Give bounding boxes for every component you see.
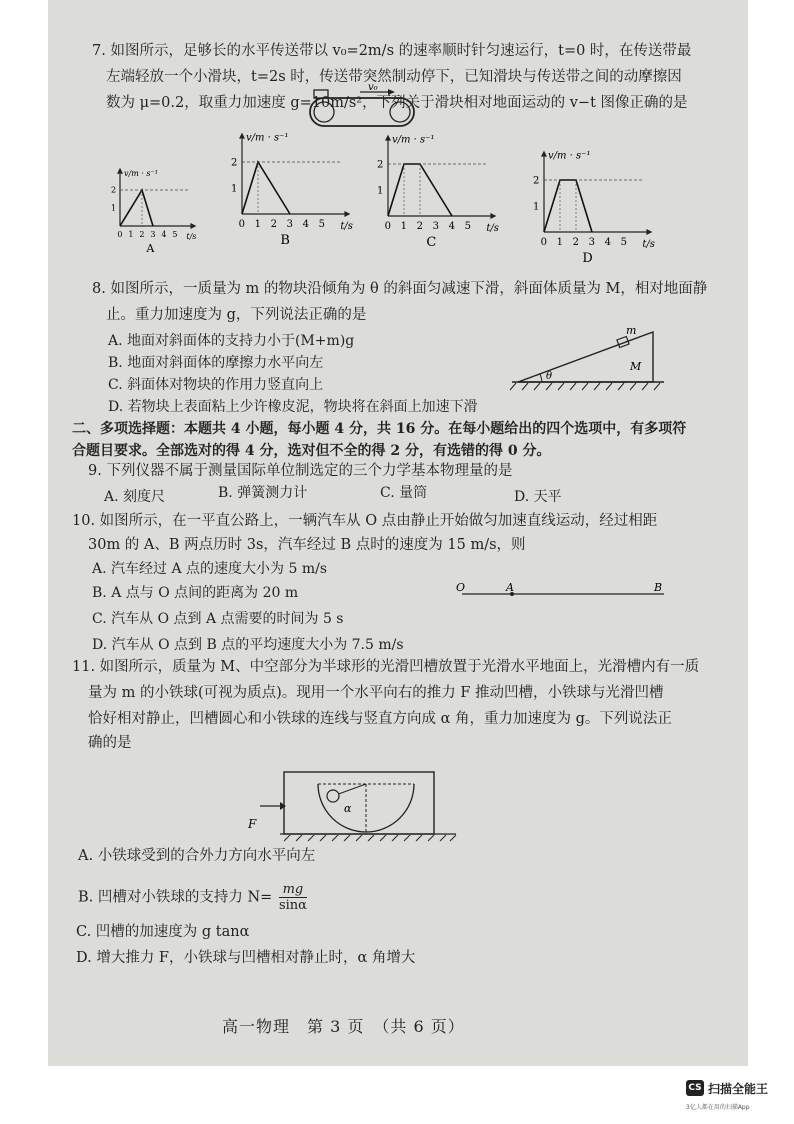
q10-option-d: D. 汽车从 O 点到 B 点的平均速度大小为 7.5 m/s xyxy=(92,637,404,653)
y-axis-arrow xyxy=(385,135,391,141)
q11-option-b-text: B. 凹槽对小铁球的支持力 N= xyxy=(78,889,273,906)
q8-option-a: A. 地面对斜面体的支持力小于(M+m)g xyxy=(108,333,355,349)
x-tick-label: 0 xyxy=(238,219,246,230)
x-tick-label: 5 xyxy=(318,219,326,230)
section2-header-line-1: 二、多项选择题：本题共 4 小题，每小题 4 分，共 16 分。在每小题给出的四个选项中，有多项符 xyxy=(72,421,687,437)
x-axis-arrow xyxy=(646,229,652,235)
x-tick-label: 5 xyxy=(464,221,472,232)
conveyor-belt-figure xyxy=(300,84,430,130)
y-tick-label: 1 xyxy=(231,183,238,195)
velocity-series-line xyxy=(242,162,290,214)
vt-graph-B xyxy=(218,130,358,248)
x-axis-label: t/s xyxy=(642,239,655,250)
q11-option-a: A. 小铁球受到的合外力方向水平向左 xyxy=(78,848,316,864)
q11-line-1: 11. 如图所示，质量为 M、中空部分为半球形的光滑凹槽放置于光滑水平地面上，光滑槽内有一质 xyxy=(72,659,700,675)
q10-option-c: C. 汽车从 O 点到 A 点需要的时间为 5 s xyxy=(92,611,344,627)
section2-header-line-2: 合题目要求。全部选对的得 4 分，选对但不全的得 2 分，有选错的得 0 分。 xyxy=(72,443,551,459)
point-a-label: A xyxy=(506,581,514,594)
x-tick-label: 4 xyxy=(161,230,167,239)
x-tick-label: 4 xyxy=(302,219,310,230)
q11-line-2: 量为 m 的小铁球(可视为质点)。现用一个水平向右的推力 F 推动凹槽，小铁球与光滑凹槽 xyxy=(88,685,664,701)
q11-option-b-denominator: sinα xyxy=(278,898,307,913)
x-tick-label: 4 xyxy=(604,237,612,248)
x-tick-label: 2 xyxy=(572,237,580,248)
vt-graph-A xyxy=(100,148,200,260)
x-axis-label: t/s xyxy=(340,221,353,232)
x-tick-label: 1 xyxy=(254,219,262,230)
scanner-watermark xyxy=(686,1080,776,1120)
y-axis-label: v/m · s⁻¹ xyxy=(124,168,158,178)
scanner-logo-icon: CS xyxy=(686,1080,704,1096)
x-axis-arrow xyxy=(190,223,196,229)
q10-line-2: 30m 的 A、B 两点历时 3s，汽车经过 B 点时的速度为 15 m/s，则 xyxy=(88,537,526,553)
q11-option-d: D. 增大推力 F，小铁球与凹槽相对静止时，α 角增大 xyxy=(76,950,416,966)
x-tick-label: 0 xyxy=(540,237,548,248)
x-tick-label: 2 xyxy=(416,221,424,232)
y-tick-label: 1 xyxy=(377,185,384,197)
q9-option-a: A. 刻度尺 xyxy=(104,489,166,505)
y-axis-label: v/m · s⁻¹ xyxy=(392,134,435,146)
y-axis-label: v/m · s⁻¹ xyxy=(246,132,289,144)
y-axis-arrow xyxy=(117,168,123,174)
y-tick-label: 1 xyxy=(533,201,540,213)
x-tick-label: 3 xyxy=(588,237,596,248)
q10-option-a: A. 汽车经过 A 点的速度大小为 5 m/s xyxy=(92,561,328,577)
q7-line-1: 7. 如图所示，足够长的水平传送带以 v₀=2m/s 的速率顺时针匀速运行，t=0 时，在传送带最 xyxy=(92,43,692,59)
x-axis-label: t/s xyxy=(486,223,499,234)
y-axis-arrow xyxy=(541,151,547,157)
y-tick-label: 1 xyxy=(111,203,117,213)
x-tick-label: 2 xyxy=(270,219,278,230)
groove-figure xyxy=(240,770,460,842)
scanner-app-name: 扫描全能王 xyxy=(708,1082,769,1096)
q11-option-b-numerator: mg xyxy=(279,882,307,898)
x-tick-label: 3 xyxy=(286,219,294,230)
block-mass-label: m xyxy=(626,324,637,337)
x-tick-label: 1 xyxy=(128,230,134,239)
x-tick-label: 1 xyxy=(556,237,564,248)
incline-figure xyxy=(508,324,668,396)
point-b-label: B xyxy=(654,581,663,594)
graph-option-label: D xyxy=(582,251,593,266)
angle-alpha-label: α xyxy=(344,802,352,815)
incline-angle-label: θ xyxy=(546,371,553,382)
x-tick-label: 3 xyxy=(432,221,440,232)
y-tick-label: 2 xyxy=(231,157,238,169)
graph-option-label: B xyxy=(280,233,290,248)
q8-option-b: B. 地面对斜面体的摩擦力水平向左 xyxy=(108,355,324,371)
y-axis-arrow xyxy=(239,133,245,139)
y-tick-label: 2 xyxy=(377,159,384,171)
x-axis-arrow xyxy=(344,211,350,217)
q9-stem: 9. 下列仪器不属于测量国际单位制选定的三个力学基本物理量的是 xyxy=(88,463,513,479)
q11-line-3: 恰好相对静止，凹槽圆心和小铁球的连线与竖直方向成 α 角，重力加速度为 g。下列说法正 xyxy=(88,711,672,727)
scanner-tagline: 3亿人都在用的扫描App xyxy=(686,1104,750,1111)
q11-option-c: C. 凹槽的加速度为 g tanα xyxy=(76,924,250,940)
incline-mass-label: M xyxy=(630,360,642,373)
force-f-label: F xyxy=(248,817,257,831)
q8-line-2: 止。重力加速度为 g，下列说法正确的是 xyxy=(106,307,367,323)
x-tick-label: 0 xyxy=(117,230,123,239)
q8-option-c: C. 斜面体对物块的作用力竖直向上 xyxy=(108,377,324,393)
graph-option-label: C xyxy=(426,235,437,250)
x-tick-label: 3 xyxy=(150,230,156,239)
q8-line-1: 8. 如图所示，一质量为 m 的物块沿倾角为 θ 的斜面匀减速下滑，斜面体质量为 M，相对地面静 xyxy=(92,281,708,297)
graph-option-label: A xyxy=(146,242,155,255)
q9-option-d: D. 天平 xyxy=(514,489,562,505)
q8-option-d: D. 若物块上表面粘上少许橡皮泥，物块将在斜面上加速下滑 xyxy=(108,399,478,415)
velocity-series-line xyxy=(544,180,592,232)
belt-speed-label: v₀ xyxy=(368,84,378,93)
q11-line-4: 确的是 xyxy=(88,735,132,751)
vt-graph-D xyxy=(520,150,660,268)
point-o-label: O xyxy=(456,581,466,594)
x-axis-arrow xyxy=(490,213,496,219)
x-axis-label: t/s xyxy=(186,232,197,241)
q9-option-c: C. 量筒 xyxy=(380,485,428,501)
q9-option-b: B. 弹簧测力计 xyxy=(218,485,308,501)
velocity-series-line xyxy=(120,190,153,226)
page-footer: 高一物理 第 3 页 （共 6 页） xyxy=(222,1017,465,1036)
y-axis-label: v/m · s⁻¹ xyxy=(548,150,591,162)
q11-option-b xyxy=(78,882,307,913)
q7-line-3: 数为 μ=0.2，取重力加速度 g=10m/s²，下列关于滑块相对地面运动的 v−t 图像正确的是 xyxy=(106,95,688,111)
x-tick-label: 1 xyxy=(400,221,408,232)
q10-line-1: 10. 如图所示，在一平直公路上，一辆汽车从 O 点由静止开始做匀加速直线运动，经过相距 xyxy=(72,513,658,529)
x-tick-label: 5 xyxy=(172,230,178,239)
x-tick-label: 2 xyxy=(139,230,145,239)
x-tick-label: 4 xyxy=(448,221,456,232)
road-figure xyxy=(450,580,670,602)
x-tick-label: 0 xyxy=(384,221,392,232)
vt-graph-C xyxy=(364,134,504,250)
y-tick-label: 2 xyxy=(111,185,117,195)
y-tick-label: 2 xyxy=(533,175,540,187)
x-tick-label: 5 xyxy=(620,237,628,248)
q10-option-b: B. A 点与 O 点间的距离为 20 m xyxy=(92,585,299,601)
q7-line-2: 左端轻放一个小滑块，t=2s 时，传送带突然制动停下，已知滑块与传送带之间的动摩擦因 xyxy=(106,69,682,85)
